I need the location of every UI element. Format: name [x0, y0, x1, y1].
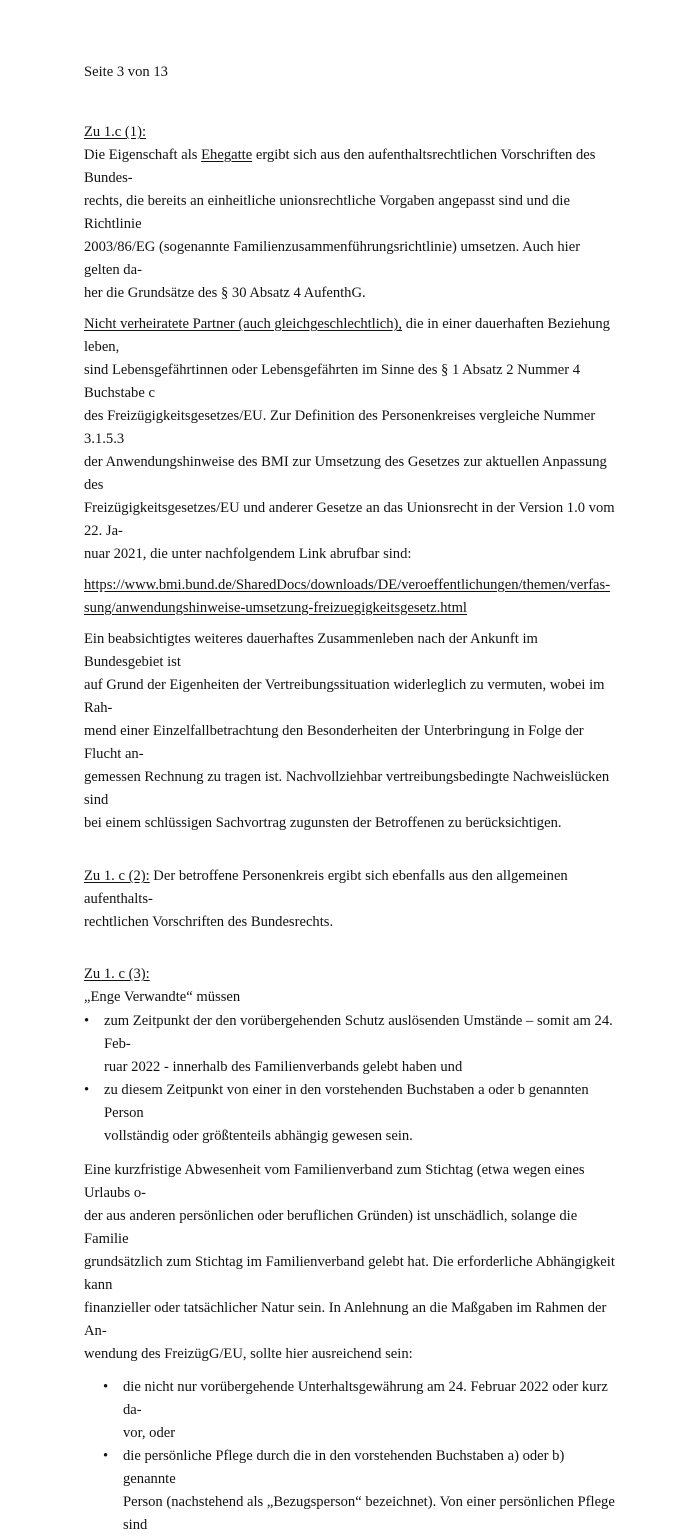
bullet-icon: • — [103, 1379, 109, 1395]
bullet-icon: • — [84, 1013, 90, 1029]
paragraph: Die Eigenschaft als Ehegatte ergibt sich aus den aufenthaltsrechtlichen Vorschriften des Bundes- rechts, die bereits an einheitliche unionsrechtliche Vorgaben angepasst sind und die Richtlinie 2003/86/EG (sogenannte Familienzusammenführungsrichtlinie) umsetzen. Auch hier gelten da- her die Grundsätze des § 30 Absatz 4 AufenthG. — [84, 147, 596, 301]
section-heading: Zu 1.c (1): — [84, 124, 147, 140]
list-item: • die nicht nur vorübergehende Unterhaltsgewährung am 24. Februar 2022 oder kurz da- vor, oder — [84, 1376, 616, 1445]
hyperlink[interactable] — [84, 574, 616, 620]
bullet-icon: • — [103, 1448, 109, 1464]
paragraph: Ein beabsichtigtes weiteres dauerhaftes Zusammenleben nach der Ankunft im Bundesgebiet ist auf Grund der Eigenheiten der Vertreibungssituation widerleglich zu vermuten, wobei im Rah- mend einer Einzelfallbetrachtung den Besonderheiten der Unterbringung in Folge der Flucht an- gemessen Rechnung zu tragen ist. Nachvollziehbar vertreibungsbedingte Nachweislücken sind bei einem schlüssigen Sachvortrag zugunsten der Betroffenen zu berücksichtigen. — [84, 631, 610, 831]
paragraph: Nicht verheiratete Partner (auch gleichgeschlechtlich), die in einer dauerhaften Beziehung leben, sind Lebensgefährtinnen oder Lebensgefährten im Sinne des § 1 Absatz 2 Nummer 4 Buchstabe c des Freizügigkeitsgesetzes/EU. Zur Definition des Personenkreises vergleiche Nummer 3.1.5.3 der Anwendungshinweise des BMI zur Umsetzung des Gesetzes zur aktuellen Anpassung des Freizügigkeitsgesetzes/EU und anderer Gesetze an das Unionsrecht in der Version 1.0 vom 22. Ja- nuar 2021, die unter nachfolgendem Link abrufbar sind: — [84, 316, 615, 562]
paragraph: Zu 1. c (2): Der betroffene Personenkreis ergibt sich ebenfalls aus den allgemeinen aufenthalts- rechtlichen Vorschriften des Bundesrechts. — [84, 868, 568, 930]
section-heading: Zu 1. c (3): — [84, 966, 150, 982]
link-line[interactable]: sung/anwendungshinweise-umsetzung-freizuegigkeitsgesetz.html — [84, 600, 467, 616]
link-line[interactable]: https://www.bmi.bund.de/SharedDocs/downloads/DE/veroeffentlichungen/themen/verfas- — [84, 577, 611, 593]
list-item: • zu diesem Zeitpunkt von einer in den vorstehenden Buchstaben a oder b genannten Person vollständig oder größtenteils abhängig gewesen sein. — [84, 1079, 616, 1148]
intro-line: „Enge Verwandte“ müssen — [84, 989, 241, 1005]
bullet-list — [84, 1376, 616, 1537]
list-item: • die persönliche Pflege durch die in den vorstehenden Buchstaben a) oder b) genannte Person (nachstehend als „Bezugsperson“ bezeichnet). Von einer persönlichen Pflege sind — [84, 1445, 616, 1537]
section-heading: Zu 1. c (2): — [84, 868, 150, 884]
page-number: Seite 3 von 13 — [84, 64, 168, 80]
bullet-list — [84, 1010, 616, 1148]
document-body — [84, 121, 616, 1537]
paragraph: Eine kurzfristige Abwesenheit vom Familienverband zum Stichtag (etwa wegen eines Urlaubs o- der aus anderen persönlichen oder beruflichen Gründen) ist unschädlich, solange die Familie grundsätzlich zum Stichtag im Familienverband gelebt hat. Die erforderliche Abhängigkeit kann finanzieller oder tatsächlicher Natur sein. In Anlehnung an die Maßgaben im Rahmen der An- wendung des FreizügG/EU, sollte hier ausreichend sein: — [84, 1162, 615, 1362]
bullet-icon: • — [84, 1082, 90, 1098]
underlined-term: Nicht verheiratete Partner (auch gleichgeschlechtlich), — [84, 316, 403, 332]
list-item: • zum Zeitpunkt der den vorübergehenden Schutz auslösenden Umstände – somit am 24. Feb- ruar 2022 - innerhalb des Familienverbands gelebt haben und — [84, 1010, 616, 1079]
underlined-term: Ehegatte — [201, 147, 253, 163]
